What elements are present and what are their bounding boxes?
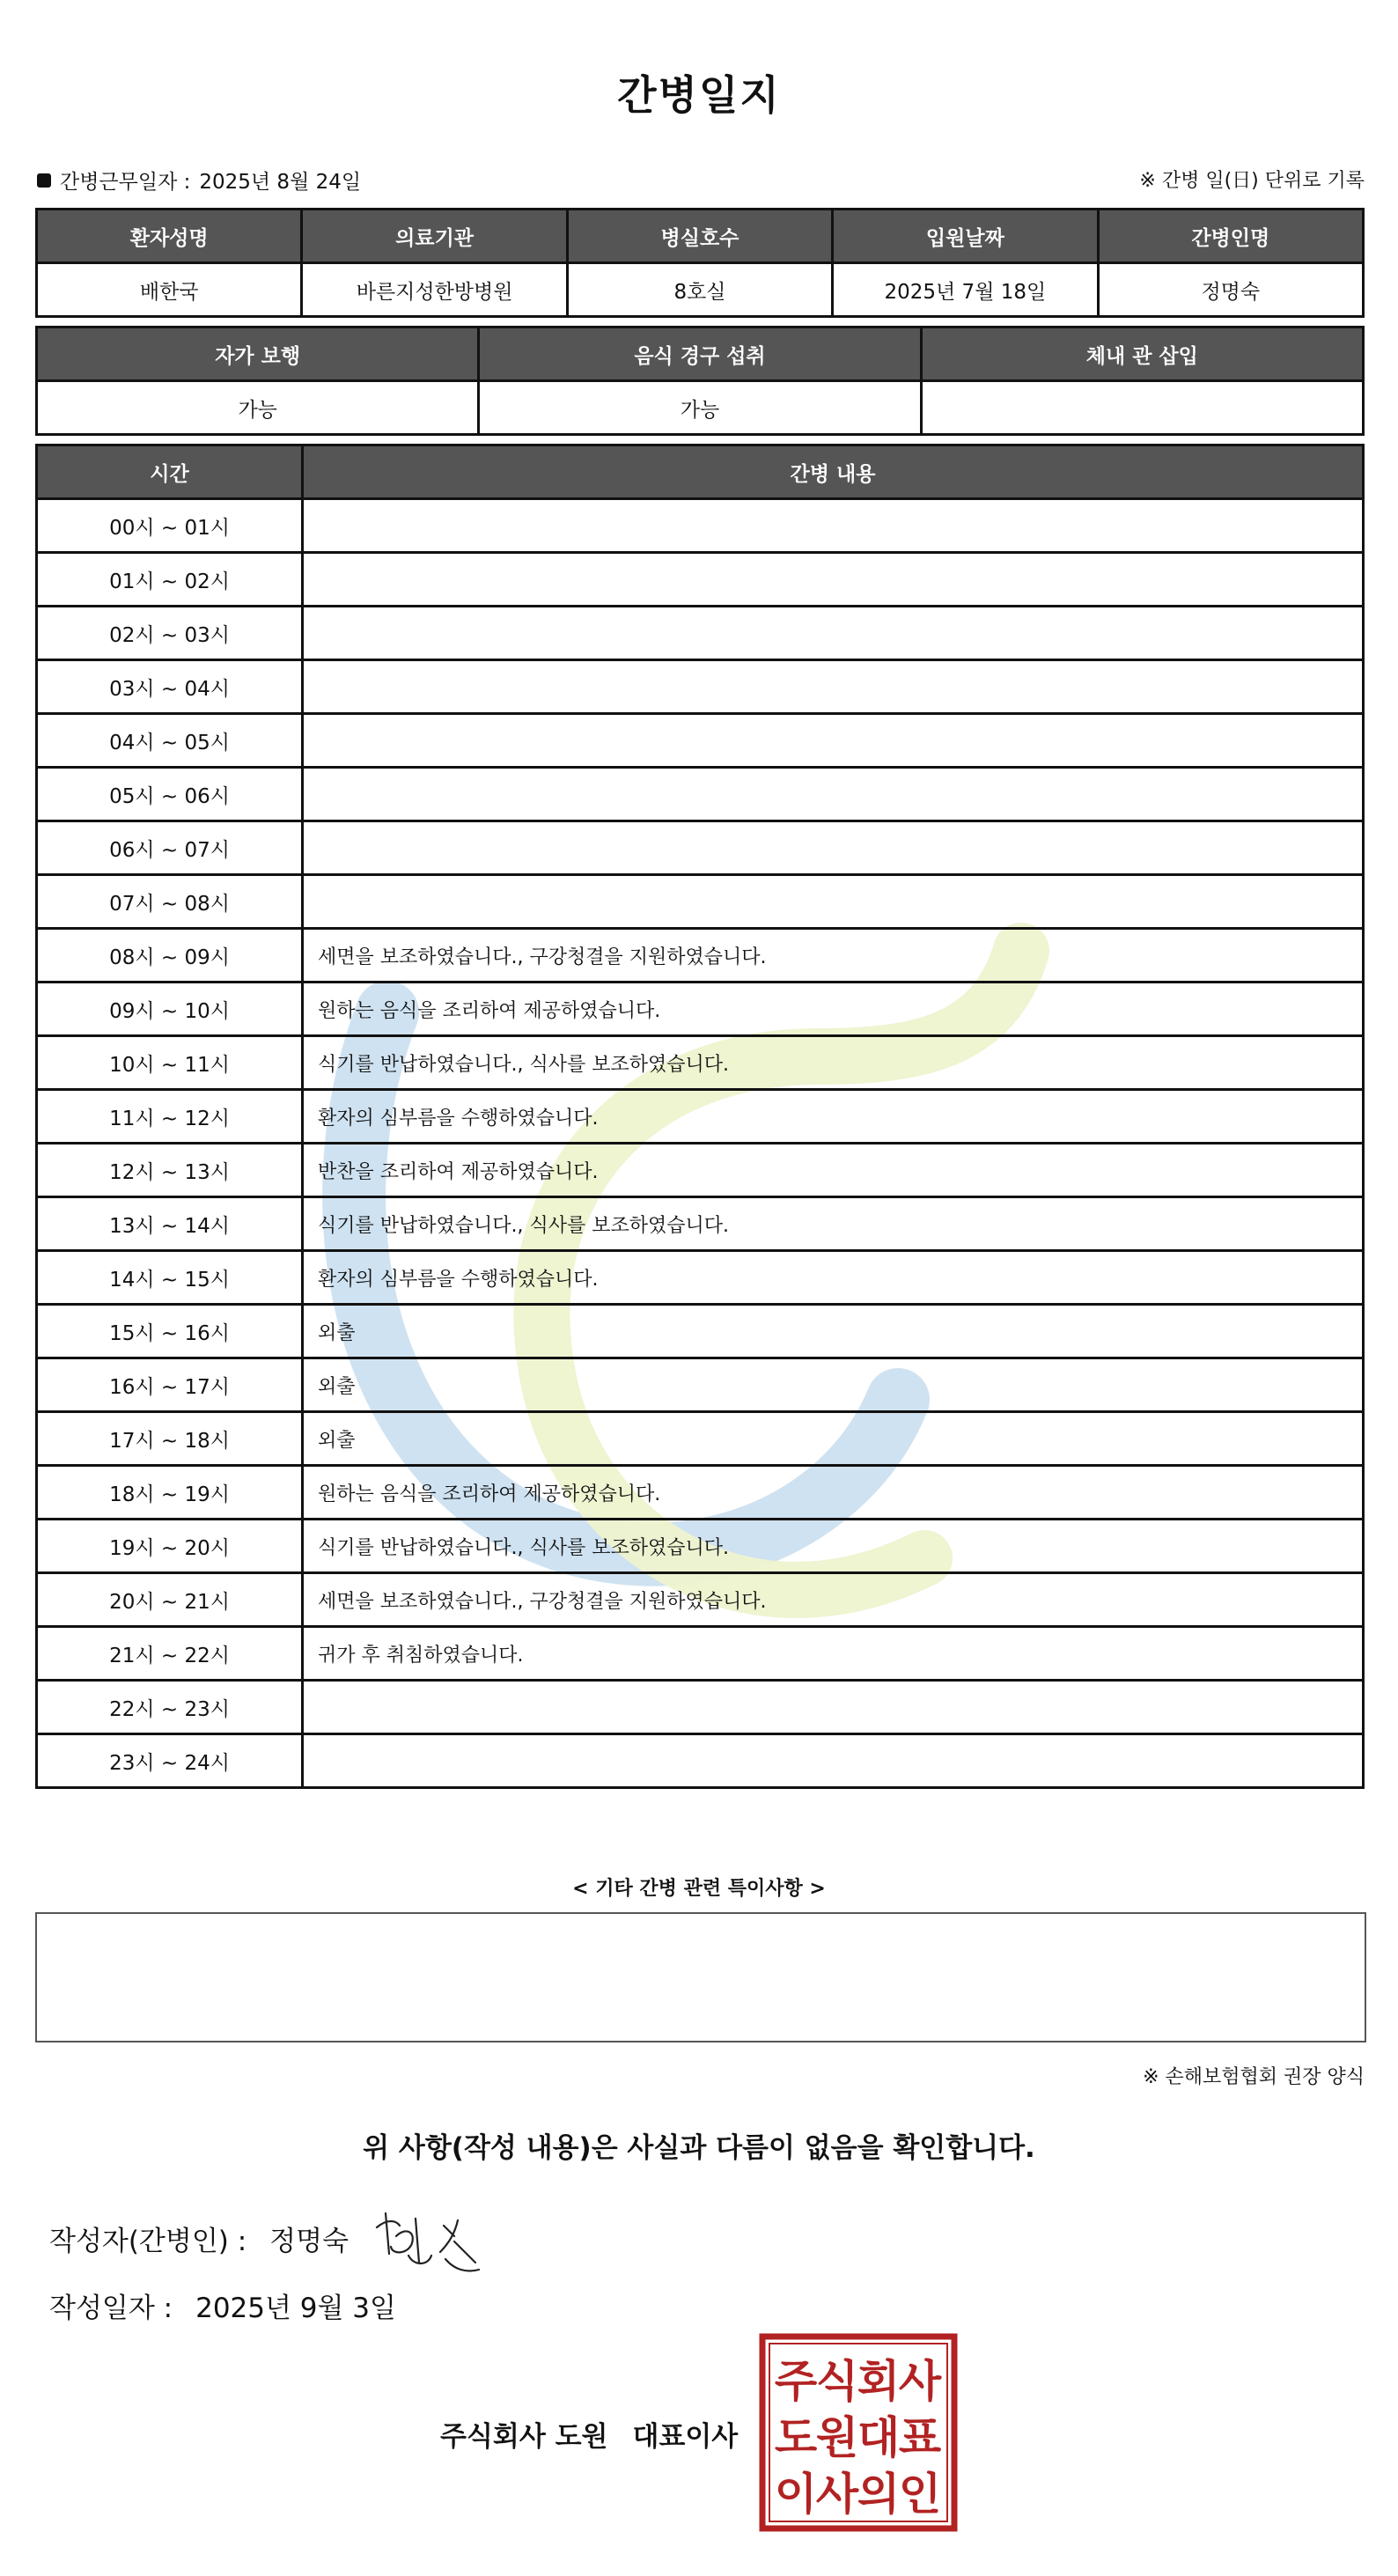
care-content[interactable]: 세면을 보조하였습니다., 구강청결을 지원하였습니다. (303, 1573, 1364, 1627)
company-line (440, 2414, 738, 2454)
care-content[interactable] (303, 768, 1364, 821)
care-content[interactable]: 식기를 반납하였습니다., 식사를 보조하였습니다. (303, 1197, 1364, 1251)
table-row (37, 1412, 1364, 1466)
time-slot: 10시 ~ 11시 (37, 1036, 303, 1090)
time-slot: 09시 ~ 10시 (37, 983, 303, 1036)
header-room: 병실호수 (567, 210, 832, 263)
time-slot: 13시 ~ 14시 (37, 1197, 303, 1251)
table-row (37, 1573, 1364, 1627)
care-content[interactable]: 환자의 심부름을 수행하였습니다. (303, 1251, 1364, 1305)
table-row (37, 821, 1364, 875)
svg-text:표: 표 (898, 2412, 942, 2463)
institution: 바른지성한방병원 (302, 263, 567, 317)
time-slot: 14시 ~ 15시 (37, 1251, 303, 1305)
care-content[interactable] (303, 553, 1364, 607)
form-note: ※ 손해보험협회 권장 양식 (1143, 2066, 1365, 2088)
work-date-label: 간병근무일자 : (60, 171, 191, 194)
time-slot: 18시 ~ 19시 (37, 1466, 303, 1520)
table-row (37, 929, 1364, 983)
written-date-line (49, 2285, 396, 2325)
care-log-table (35, 444, 1365, 1789)
time-slot: 22시 ~ 23시 (37, 1681, 303, 1734)
svg-text:사: 사 (898, 2356, 942, 2407)
care-content[interactable]: 반찬을 조리하여 제공하였습니다. (303, 1144, 1364, 1197)
written-date-value: 2025년 9월 3일 (195, 2293, 396, 2324)
time-slot: 15시 ~ 16시 (37, 1305, 303, 1358)
svg-text:의: 의 (857, 2469, 901, 2520)
time-slot: 21시 ~ 22시 (37, 1627, 303, 1681)
table-row (37, 1036, 1364, 1090)
care-content[interactable]: 환자의 심부름을 수행하였습니다. (303, 1090, 1364, 1144)
time-slot: 20시 ~ 21시 (37, 1573, 303, 1627)
table-row (37, 660, 1364, 714)
care-content[interactable] (303, 607, 1364, 660)
written-date-label: 작성일자 : (49, 2293, 173, 2324)
document-title: 간병일지 (617, 71, 781, 119)
care-content[interactable]: 외출 (303, 1358, 1364, 1412)
table-row (37, 768, 1364, 821)
table-row (37, 553, 1364, 607)
header-caregiver: 간병인명 (1098, 210, 1363, 263)
time-slot: 11시 ~ 12시 (37, 1090, 303, 1144)
time-slot: 07시 ~ 08시 (37, 875, 303, 929)
time-slot: 16시 ~ 17시 (37, 1358, 303, 1412)
header-admission-date: 입원날짜 (833, 210, 1098, 263)
svg-text:인: 인 (898, 2469, 942, 2520)
oral-intake-value: 가능 (479, 381, 921, 435)
bullet-square-icon (37, 173, 51, 188)
table-row (37, 1251, 1364, 1305)
header-self-walking: 자가 보행 (37, 328, 479, 381)
caregiver-name: 정명숙 (1098, 263, 1363, 317)
time-slot: 01시 ~ 02시 (37, 553, 303, 607)
care-content[interactable] (303, 875, 1364, 929)
table-row (37, 1144, 1364, 1197)
svg-text:원: 원 (815, 2412, 859, 2463)
room-number: 8호실 (567, 263, 832, 317)
care-content[interactable]: 귀가 후 취침하였습니다. (303, 1627, 1364, 1681)
ceo-title: 대표이사 (632, 2421, 739, 2453)
special-notes-title: < 기타 간병 관련 특이사항 > (572, 1878, 826, 1900)
svg-text:주: 주 (774, 2356, 818, 2407)
time-slot: 23시 ~ 24시 (37, 1734, 303, 1788)
care-content[interactable] (303, 660, 1364, 714)
company-seal (759, 2333, 958, 2532)
svg-text:사: 사 (815, 2469, 859, 2520)
care-content[interactable] (303, 714, 1364, 768)
handwritten-signature (370, 2201, 484, 2280)
writer-name: 정명숙 (269, 2226, 350, 2257)
header-patient-name: 환자성명 (37, 210, 302, 263)
header-oral-intake: 음식 경구 섭취 (479, 328, 921, 381)
header-care-content: 간병 내용 (303, 445, 1364, 499)
time-slot: 02시 ~ 03시 (37, 607, 303, 660)
care-content[interactable]: 외출 (303, 1305, 1364, 1358)
table-row (37, 1466, 1364, 1520)
svg-text:이: 이 (774, 2469, 818, 2520)
header-time: 시간 (37, 445, 303, 499)
time-slot: 00시 ~ 01시 (37, 499, 303, 553)
time-slot: 17시 ~ 18시 (37, 1412, 303, 1466)
time-slot: 05시 ~ 06시 (37, 768, 303, 821)
svg-text:대: 대 (857, 2412, 901, 2463)
time-slot: 19시 ~ 20시 (37, 1520, 303, 1573)
header-tube-insertion: 체내 관 삽입 (921, 328, 1363, 381)
table-row (37, 875, 1364, 929)
patient-info-table (35, 208, 1365, 318)
admission-date: 2025년 7월 18일 (833, 263, 1098, 317)
special-notes-box[interactable] (35, 1912, 1366, 2042)
table-row (37, 1681, 1364, 1734)
patient-status-table (35, 326, 1365, 436)
care-content[interactable]: 식기를 반납하였습니다., 식사를 보조하였습니다. (303, 1036, 1364, 1090)
patient-name: 배한국 (37, 263, 302, 317)
svg-text:도: 도 (774, 2412, 818, 2463)
company-name: 주식회사 도원 (440, 2421, 608, 2453)
self-walking-value: 가능 (37, 381, 479, 435)
table-row (37, 714, 1364, 768)
table-row (37, 1520, 1364, 1573)
care-content[interactable] (303, 821, 1364, 875)
confirmation-statement: 위 사항(작성 내용)은 사실과 다름이 없음을 확인합니다. (363, 2132, 1035, 2164)
time-slot: 12시 ~ 13시 (37, 1144, 303, 1197)
header-institution: 의료기관 (302, 210, 567, 263)
table-row (37, 499, 1364, 553)
writer-label: 작성자(간병인) : (49, 2226, 247, 2257)
table-row (37, 983, 1364, 1036)
care-content[interactable]: 세면을 보조하였습니다., 구강청결을 지원하였습니다. (303, 929, 1364, 983)
time-slot: 06시 ~ 07시 (37, 821, 303, 875)
table-row (37, 607, 1364, 660)
time-slot: 04시 ~ 05시 (37, 714, 303, 768)
care-content[interactable] (303, 1681, 1364, 1734)
care-content[interactable]: 식기를 반납하였습니다., 식사를 보조하였습니다. (303, 1520, 1364, 1573)
care-content[interactable] (303, 499, 1364, 553)
care-content[interactable]: 원하는 음식을 조리하여 제공하였습니다. (303, 1466, 1364, 1520)
table-row (37, 1358, 1364, 1412)
time-slot: 08시 ~ 09시 (37, 929, 303, 983)
table-row (37, 1090, 1364, 1144)
table-row (37, 1197, 1364, 1251)
table-row (37, 1627, 1364, 1681)
svg-text:식: 식 (815, 2356, 859, 2407)
writer-line (49, 2219, 349, 2258)
care-content[interactable]: 원하는 음식을 조리하여 제공하였습니다. (303, 983, 1364, 1036)
tube-insertion-value (921, 381, 1363, 435)
svg-text:회: 회 (857, 2356, 901, 2407)
time-slot: 03시 ~ 04시 (37, 660, 303, 714)
care-content[interactable]: 외출 (303, 1412, 1364, 1466)
table-row (37, 1734, 1364, 1788)
work-date-value: 2025년 8월 24일 (199, 171, 362, 194)
work-date-line (37, 166, 361, 195)
care-content[interactable] (303, 1734, 1364, 1788)
unit-note: ※ 간병 일(日) 단위로 기록 (1139, 170, 1365, 192)
table-row (37, 1305, 1364, 1358)
